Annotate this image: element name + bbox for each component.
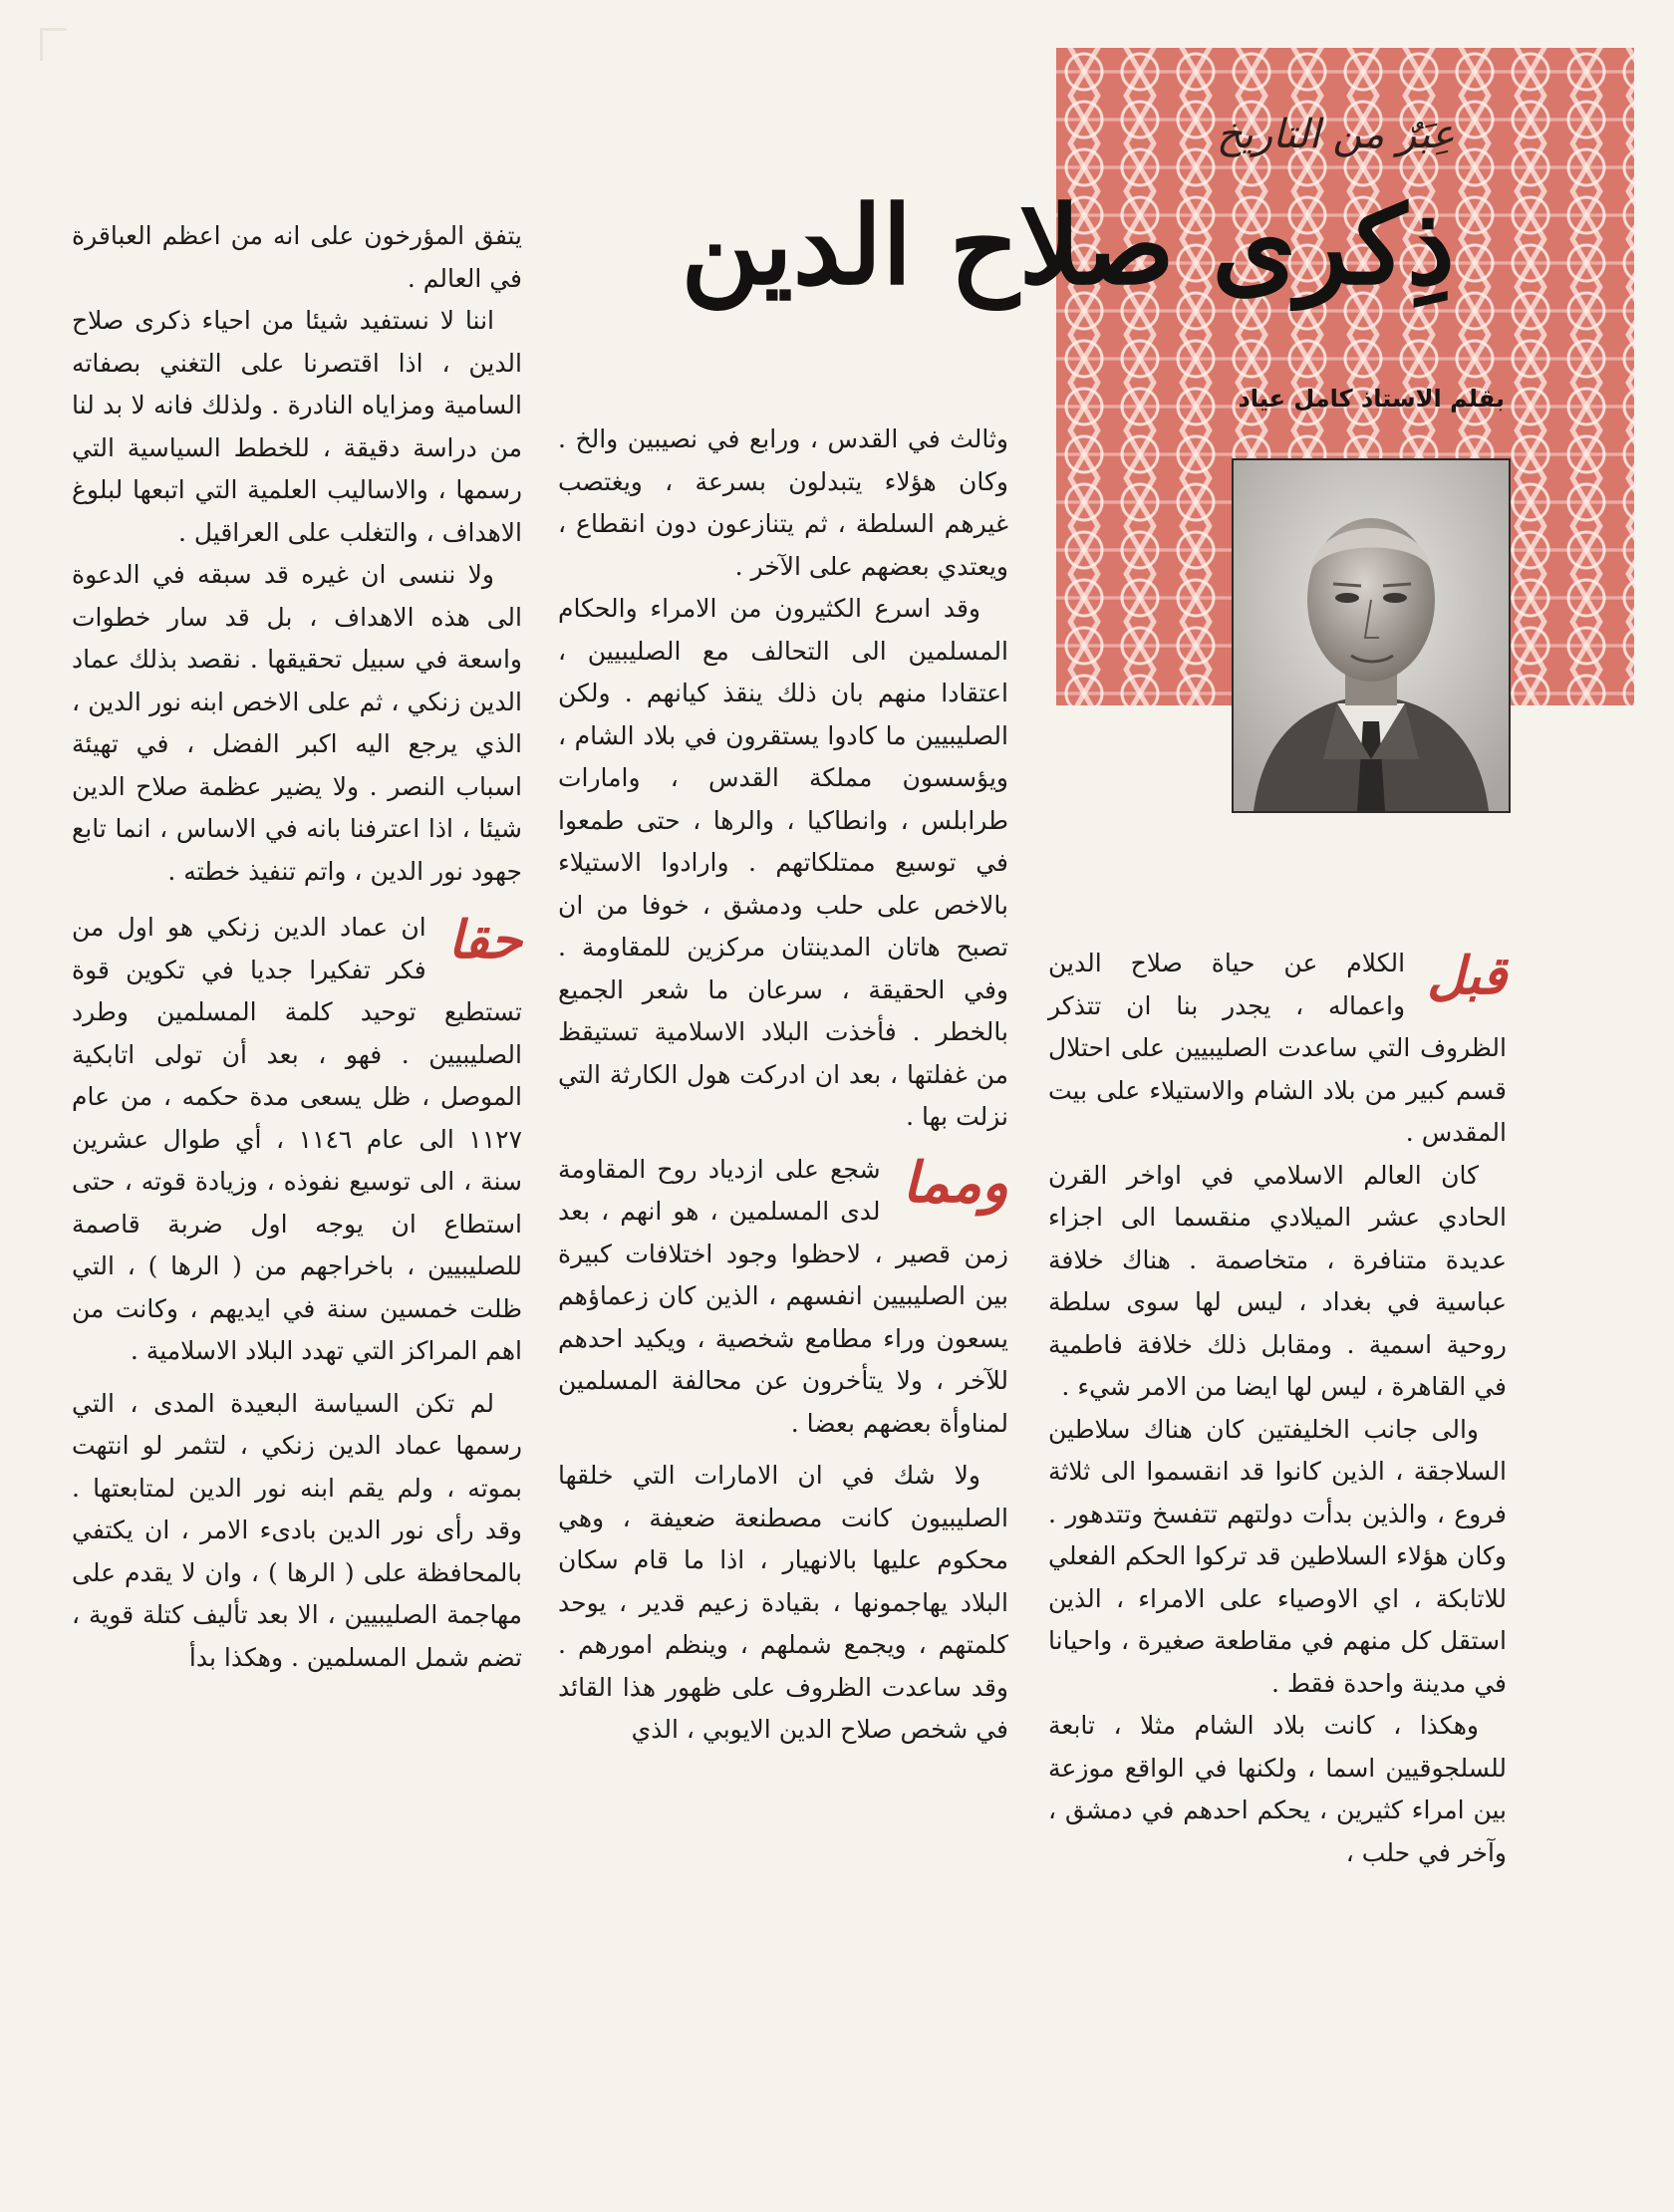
paragraph: ولا ننسى ان غيره قد سبقه في الدعوة الى هذه الاهداف ، بل قد سار خطوات واسعة في سبيل تحقيقها . نقصد بذلك عماد الدين زنكي ، ثم على الاخص ابنه نور الدين ، الذي يرجع اليه اكبر الفضل ، في تهيئة اسباب النصر . ولا يضير عظمة صلاح الدين شيئا ، اذا اعترفنا بانه في الاساس ، انما تابع جهود نور الدين ، واتم تنفيذ خطته . [72,560,523,886]
page-corner-mark [40,28,67,61]
section-dropword: قبل [1427,946,1507,1006]
portrait-illustration [1234,460,1509,811]
paragraph: وهكذا ، كانت بلاد الشام مثلا ، تابعة للسلجوقيين اسما ، ولكنها في الواقع موزعة بين امراء كثيرين ، يحكم احدهم في دمشق ، وآخر في حلب ، [1048,1711,1507,1867]
section-dropword: ومما [902,1149,1008,1216]
paragraph [72,907,522,1373]
section-dropword: حقا [447,910,522,970]
paragraph-text: الكلام عن حياة صلاح الدين واعماله ، يجدر بنا ان تتذكر الظروف التي ساعدت الصليبيين على احتلال قسم كبير من بلاد الشام والاستيلاء على بيت المقدس . [1048,949,1507,1147]
paragraph [558,1149,1008,1446]
paragraph: لم تكن السياسة البعيدة المدى ، التي رسمها عماد الدين زنكي ، لتثمر لو انتهت بموته ، ولم يقم ابنه نور الدين لمتابعتها . وقد رأى نور الدين بادىء الامر ، ان يكتفي بالمحافظة على ( الرها ) ، وان لا يقدم على مهاجمة الصليبيين ، الا بعد تأليف كتلة قوية ، تضم شمل المسلمين . وهكذا بدأ [72,1388,522,1672]
article-title: ذِكرى صلاح الدين [681,183,1455,309]
article-column-middle [558,418,1008,2172]
author-portrait-photo [1232,458,1511,813]
paragraph: اننا لا نستفيد شيئا من احياء ذكرى صلاح الدين ، اذا اقتصرنا على التغني بصفاته السامية ومزاياه النادرة . ولذلك فانه لا بد لنا من دراسة دقيقة ، للخطط السياسية التي رسمها ، والاساليب العلمية التي اتبعها لبلوغ الاهداف ، والتغلب على العراقيل . [72,306,522,547]
article-column-right [1048,943,1507,2168]
paragraph: وثالث في القدس ، ورابع في نصيبين والخ . وكان هؤلاء يتبدلون بسرعة ، ويغتصب غيرهم السلطة ، ثم يتنازعون دون انقطاع ، ويعتدي بعضهم على الآخر . [558,424,1008,581]
article-column-left [72,215,522,2168]
paragraph: وقد اسرع الكثيرون من الامراء والحكام المسلمين الى التحالف مع الصليبيين ، اعتقادا منهم بان ذلك ينقذ كيانهم . ولكن الصليبيين ما كادوا يستقرون في بلاد الشام ، ويؤسسون مملكة القدس ، وامارات طرابلس ، وانطاكيا ، والرها ، حتى طمعوا في توسيع ممتلكاتهم . وارادوا الاستيلاء بالاخص على حلب ودمشق ، خوفا من ان تصبح هاتان المدينتان مركزين للمقاومة . وفي الحقيقة ، سرعان ما شعر الجميع بالخطر . فأخذت البلاد الاسلامية تستيقظ من غفلتها ، بعد ان ادركت هول الكارثة التي نزلت بها . [558,594,1008,1131]
paragraph: والى جانب الخليفتين كان هناك سلاطين السلاجقة ، الذين كانوا قد انقسموا الى ثلاثة فروع ، والذين بدأت دولتهم تتفسخ وتتدهور . وكان هؤلاء السلاطين قد تركوا الحكم الفعلي للاتابكة ، اي الاوصياء على الامراء ، الذين استقل كل منهم في مقاطعة صغيرة ، واحيانا في مدينة واحدة فقط . [1048,1414,1507,1698]
paragraph: كان العالم الاسلامي في اواخر القرن الحادي عشر الميلادي منقسما الى اجزاء عديدة متنافرة ، متخاصمة . هناك خلافة عباسية في بغداد ، ليس لها سوى سلطة روحية اسمية . ومقابل ذلك خلافة فاطمية في القاهرة ، ليس لها ايضا من الامر شيء . [1048,1160,1507,1401]
paragraph-text: ان عماد الدين زنكي هو اول من فكر تفكيرا جديا في تكوين قوة تستطيع توحيد كلمة المسلمين وطرد الصليبيين . فهو ، بعد أن تولى اتابكية الموصل ، ظل يسعى مدة حكمه ، من عام ١١٢٧ الى عام ١١٤٦ ، أي طوال عشرين سنة ، الى توسيع نفوذه ، وزيادة قوته ، حتى استطاع ان يوجه اول ضربة قاصمة للصليبيين ، باخراجهم من ( الرها ) ، التي ظلت خمسين سنة في ايديهم ، وكانت من اهم المراكز التي تهدد البلاد الاسلامية . [72,913,522,1365]
series-title: عِبَرٌ من التاريخ [1216,112,1455,157]
paragraph [1048,943,1507,1155]
paragraph: يتفق المؤرخون على انه من اعظم العباقرة في العالم . [72,221,522,293]
paragraph: ولا شك في ان الامارات التي خلقها الصليبيون كانت مصطنعة ضعيفة ، وهي محكوم عليها بالانهيار ، اذا ما قام سكان البلاد يهاجمونها ، بقيادة زعيم قدير ، يوحد كلمتهم ، ويجمع شملهم ، وينظم امورهم . وقد ساعدت الظروف على ظهور هذا القائد في شخص صلاح الدين الايوبي ، الذي [558,1461,1008,1744]
paragraph-text: شجع على ازدياد روح المقاومة لدى المسلمين ، هو انهم ، بعد زمن قصير ، لاحظوا وجود اختلافات كبيرة بين الصليبيين انفسهم ، الذين كان زعماؤهم يسعون وراء مطامع شخصية ، ويكيد احدهم للآخر ، ولا يتأخرون عن محالفة المسلمين لمناوأة بعضهم بعضا . [558,1154,1008,1438]
author-byline: بقلم الاستاذ كامل عياد [1238,385,1505,413]
